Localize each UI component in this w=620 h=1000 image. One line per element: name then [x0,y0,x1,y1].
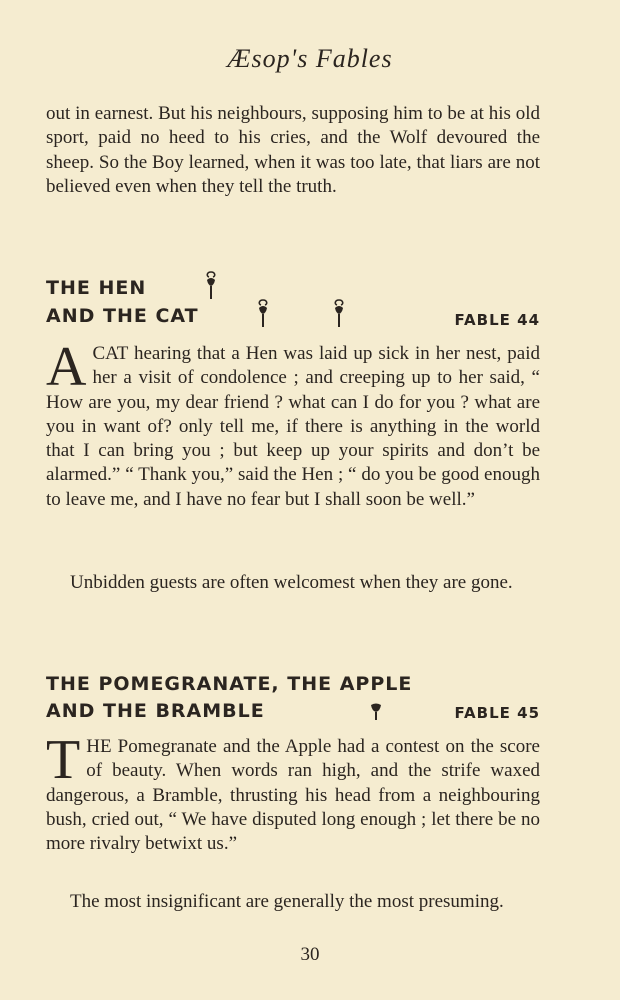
floral-ornament-icon [202,270,220,302]
fable45-number: FABLE 45 [454,704,540,722]
fable44-body-text: CAT hearing that a Hen was laid up sick in her nest, paid her a visit of condolence ; and creeping up to her said, “ How are you, my dear friend ? what can I do for you ? what are you in want of? only tell me, if there is anything in the world that I can bring you ; but keep up your spirits and don’t be alarmed.” “ Thank you,” said the Hen ; “ do you be good enough to leave me, and I have no fear but I shall soon be well.” [46,343,540,510]
fable45-body-text: HE Pomegranate and the Apple had a contest on the score of beauty. When words ran high, and the strife waxed dangerous, a Bramble, thrusting his head from a neighbouring bush, cried out, “ We have disputed long enough ; let there be no more rivalry betwixt us.” [46,736,540,855]
page-number: 30 [300,944,320,965]
fable44-number: FABLE 44 [454,311,540,329]
floral-ornament-icon [254,298,272,330]
fable45-title-line1: THE POMEGRANATE, THE APPLE [46,673,413,695]
fable45-moral: The most insignificant are generally the most presuming. [70,891,504,912]
floral-ornament-icon [368,702,384,722]
fable45-title-line2: AND THE BRAMBLE [46,700,265,722]
fable44-title-line2: AND THE CAT [46,305,199,327]
continuation-paragraph: out in earnest. But his neighbours, supposing him to be at his old sport, paid no heed to his cries, and the Wolf devoured the sheep. So the Boy learned, when it was too late, that liars are not believed even when they tell the truth. [46,103,540,197]
floral-ornament-icon [330,298,348,330]
fable45-body [46,729,540,856]
running-header: Æsop's Fables [227,44,393,73]
fable44-body [46,336,540,512]
fable45-dropcap: T [46,729,81,791]
fable44-moral: Unbidden guests are often welcomest when they are gone. [70,572,513,593]
fable44-dropcap: A [46,336,87,398]
fable44-title-line1: THE HEN [46,277,147,299]
